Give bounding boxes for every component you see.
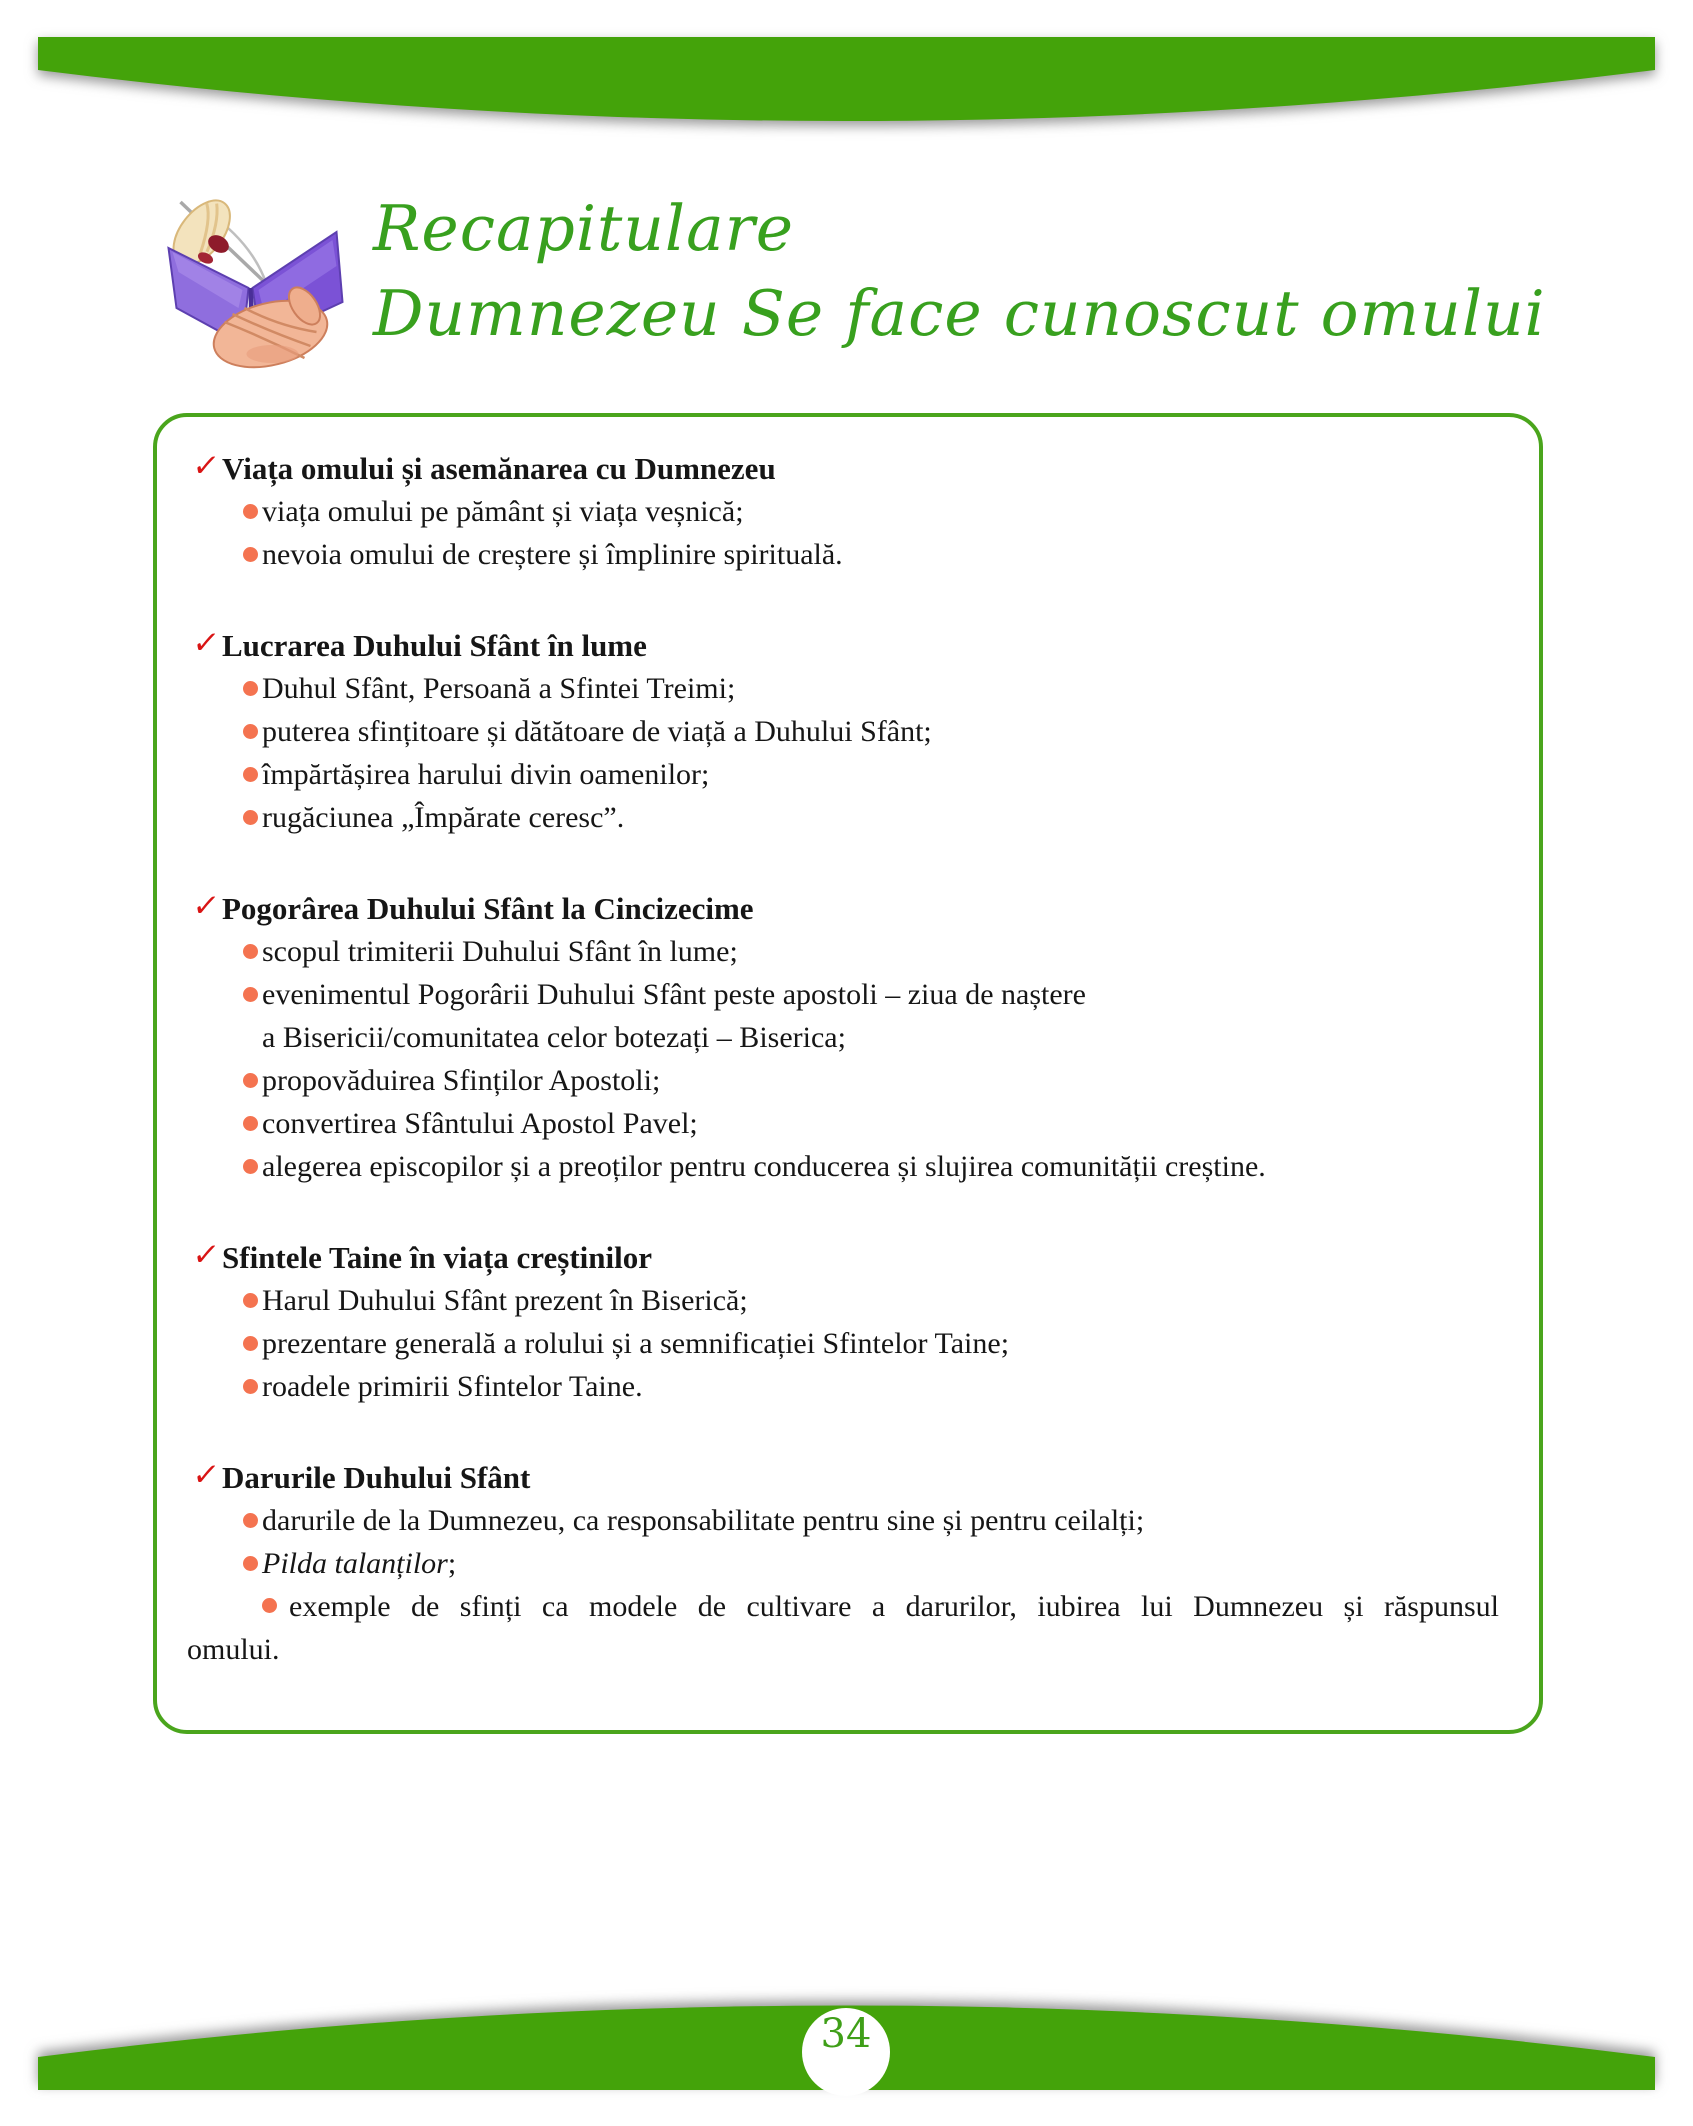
bullet-item — [199, 1322, 1499, 1365]
titles — [373, 186, 1546, 356]
bullet-item — [199, 1279, 1499, 1322]
recap-section — [190, 624, 1499, 839]
checkmark-icon: ✓ — [190, 1457, 222, 1493]
bullet-text: darurile de la Dumnezeu, ca responsabilitate pentru sine și pentru ceilalți; — [262, 1504, 1145, 1537]
section-heading — [190, 887, 1499, 930]
bullet-dot-icon — [243, 1073, 258, 1088]
bullet-dot-icon — [243, 1116, 258, 1131]
bullet-dot-icon — [243, 1293, 258, 1308]
bullet-text: evenimentul Pogorârii Duhului Sfânt peste apostoli – ziua de naștere — [262, 978, 1086, 1011]
recap-section — [190, 887, 1499, 1188]
bullet-item — [199, 1059, 1499, 1102]
sections-root — [187, 447, 1499, 1671]
section-heading-text: Sfintele Taine în viața creștinilor — [222, 1240, 652, 1275]
recap-section — [190, 447, 1499, 576]
bullet-item — [199, 1499, 1499, 1542]
section-heading-text: Pogorârea Duhului Sfânt la Cincizecime — [222, 891, 754, 926]
section-heading-text: Darurile Duhului Sfânt — [222, 1460, 531, 1495]
bullet-text: rugăciunea „Împărate ceresc”. — [262, 801, 625, 834]
bullet-text: împărtășirea harului divin oamenilor; — [262, 758, 710, 791]
bullet-text: Harul Duhului Sfânt prezent în Biserică; — [262, 1284, 748, 1317]
bullet-dot-icon — [243, 724, 258, 739]
bullet-item — [199, 667, 1499, 710]
bullet-text: scopul trimiterii Duhului Sfânt în lume; — [262, 935, 738, 968]
bullet-dot-icon — [243, 504, 258, 519]
bullet-dot-icon — [243, 1336, 258, 1351]
bullet-dot-icon — [243, 1159, 258, 1174]
section-heading — [190, 624, 1499, 667]
bullet-dot-icon — [243, 681, 258, 696]
bullet-dot-icon — [243, 987, 258, 1002]
page-title: Dumnezeu Se face cunoscut omului — [373, 277, 1546, 350]
bullet-dot-icon — [243, 547, 258, 562]
bullet-item — [199, 1145, 1499, 1188]
bullet-item — [199, 1365, 1499, 1408]
hands-holding-book-icon — [150, 186, 355, 371]
bullet-dot-icon — [243, 1513, 258, 1528]
bullet-text: propovăduirea Sfinților Apostoli; — [262, 1064, 661, 1097]
footer-banner — [0, 1896, 1693, 2126]
bullet-dot-icon — [243, 810, 258, 825]
section-heading-text: Lucrarea Duhului Sfânt în lume — [222, 628, 647, 663]
section-kicker: Recapitulare — [373, 192, 795, 265]
bullet-text: puterea sfințitoare și dătătoare de viață a Duhului Sfânt; — [262, 715, 932, 748]
bullet-text: viața omului pe pământ și viața veșnică; — [262, 495, 744, 528]
checkmark-icon: ✓ — [190, 888, 222, 924]
recap-section — [187, 1456, 1499, 1671]
bullet-item — [199, 973, 1499, 1016]
recap-section — [190, 1236, 1499, 1408]
bullet-text: convertirea Sfântului Apostol Pavel; — [262, 1107, 698, 1140]
bullet-item — [199, 1102, 1499, 1145]
bullet-item — [199, 1542, 1499, 1585]
bullet-text: Duhul Sfânt, Persoană a Sfintei Treimi; — [262, 672, 736, 705]
section-heading — [190, 1456, 1499, 1499]
checkmark-icon: ✓ — [190, 448, 222, 484]
top-banner-shape — [38, 37, 1655, 121]
bullet-text: prezentare generală a rolului și a semnificației Sfintelor Taine; — [262, 1327, 1010, 1360]
checkmark-icon: ✓ — [190, 625, 222, 661]
checkmark-icon: ✓ — [190, 1237, 222, 1273]
bullet-item — [199, 490, 1499, 533]
bullet-dot-icon — [243, 944, 258, 959]
page-number: 34 — [820, 2011, 872, 2057]
bullet-dot-icon — [262, 1598, 277, 1613]
bullet-text: nevoia omului de creștere și împlinire spirituală. — [262, 538, 843, 571]
bullet-item — [199, 710, 1499, 753]
section-heading — [190, 447, 1499, 490]
title-block — [150, 186, 1550, 386]
section-heading — [190, 1236, 1499, 1279]
bullet-item — [199, 1585, 1499, 1628]
bullet-continuation: omului. — [187, 1633, 280, 1666]
bullet-dot-icon — [243, 1556, 258, 1571]
section-heading-text: Viața omului și asemănarea cu Dumnezeu — [222, 451, 776, 486]
recap-box — [153, 413, 1543, 1734]
bullet-dot-icon — [243, 767, 258, 782]
bullet-item — [199, 753, 1499, 796]
bullet-item — [199, 930, 1499, 973]
bullet-item — [199, 796, 1499, 839]
bullet-text: roadele primirii Sfintelor Taine. — [262, 1370, 643, 1403]
bullet-dot-icon — [243, 1379, 258, 1394]
bullet-item — [199, 533, 1499, 576]
bullet-text: Pilda talanților; — [262, 1547, 457, 1580]
bullet-text: exemple de sfinți ca modele de cultivare a darurilor, iubirea lui Dumnezeu și răspunsul — [289, 1590, 1499, 1623]
bullet-text: alegerea episcopilor și a preoților pentru conducerea și slujirea comunității creștine. — [262, 1150, 1266, 1183]
top-banner — [0, 0, 1693, 200]
bullet-continuation: a Bisericii/comunitatea celor botezați – Biserica; — [262, 1021, 846, 1054]
